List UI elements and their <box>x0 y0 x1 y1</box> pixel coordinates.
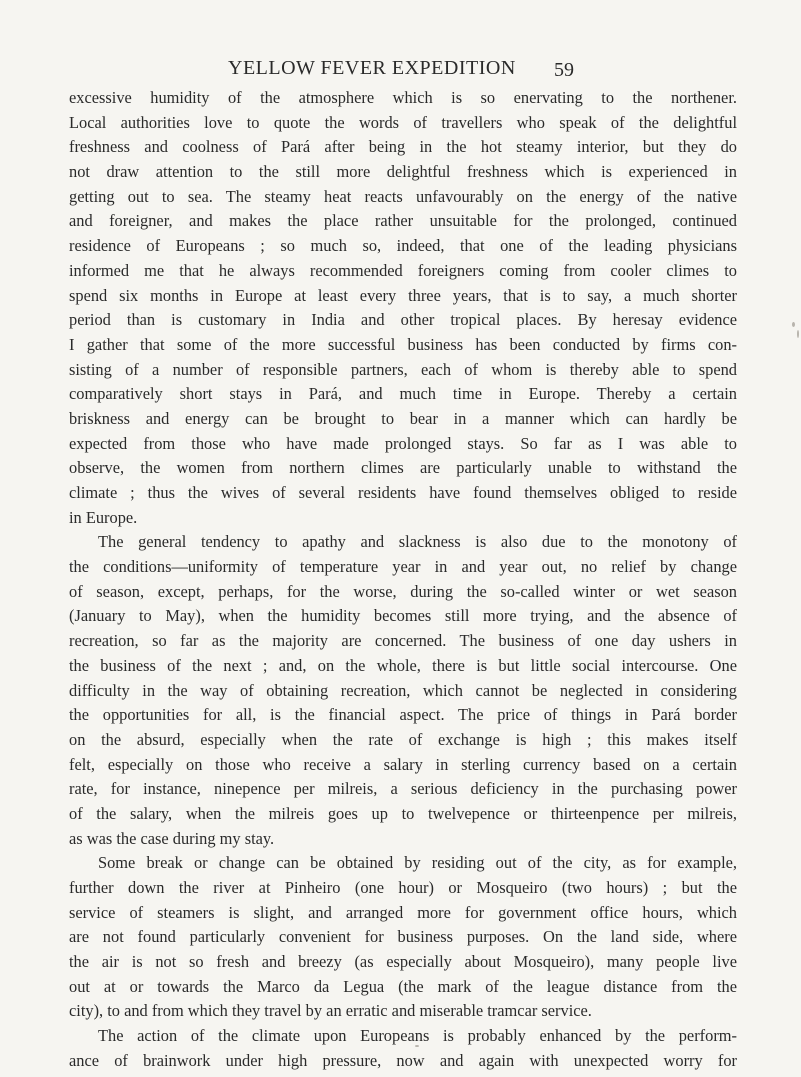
text-line: felt, especially on those who receive a salary in sterling currency based on a certain <box>69 754 737 774</box>
text-line: Some break or change can be obtained by residing out of the city, as for example, <box>98 853 737 873</box>
text-line: in Europe. <box>69 507 138 527</box>
text-line: service of steamers is slight, and arranged more for government office hours, which <box>69 902 737 922</box>
text-line: briskness and energy can be brought to bear in a manner which can hardly be <box>69 408 737 428</box>
text-line: (January to May), when the humidity becomes still more trying, and the absence of <box>69 606 737 626</box>
paper-speck <box>792 322 795 327</box>
text-line: spend six months in Europe at least every three years, that is to say, a much shorter <box>69 285 737 305</box>
text-line: out at or towards the Marco da Legua (the mark of the league distance from the <box>69 976 737 996</box>
text-line: the air is not so fresh and breezy (as especially about Mosqueiro), many people live <box>69 952 737 972</box>
body-text <box>69 86 737 1074</box>
page-number: 59 <box>554 59 574 81</box>
text-line: period than is customary in India and other tropical places. By heresay evidence <box>69 310 737 330</box>
text-line: informed me that he always recommended foreigners coming from cooler climes to <box>69 260 737 280</box>
text-line: of season, except, perhaps, for the worse, during the so-called winter or wet season <box>69 581 737 601</box>
paper-speck <box>415 1045 419 1047</box>
text-line: are not found particularly convenient for business purposes. On the land side, where <box>69 927 737 947</box>
text-line: The action of the climate upon Europeans is probably enhanced by the perform- <box>98 1026 737 1046</box>
text-line: rate, for instance, ninepence per milreis, a serious deficiency in the purchasing power <box>69 779 737 799</box>
text-line: ance of brainwork under high pressure, now and again with unexpected worry for <box>69 1050 737 1070</box>
text-line: I gather that some of the more successful business has been conducted by firms con- <box>69 334 737 354</box>
text-line: not draw attention to the still more delightful freshness which is experienced in <box>69 162 737 182</box>
paper-speck <box>797 330 799 338</box>
running-head <box>0 57 801 87</box>
text-line: city), to and from which they travel by an erratic and miserable tramcar service. <box>69 1001 592 1021</box>
text-line: and foreigner, and makes the place rather unsuitable for the prolonged, continued <box>69 211 737 231</box>
text-line: recreation, so far as the majority are concerned. The business of one day ushers in <box>69 631 737 651</box>
text-line: observe, the women from northern climes are particularly unable to withstand the <box>69 458 737 478</box>
text-line: the conditions—uniformity of temperature year in and year out, no relief by change <box>69 557 737 577</box>
text-line: sisting of a number of responsible partners, each of whom is thereby able to spend <box>69 359 737 379</box>
text-line: the business of the next ; and, on the whole, there is but little social intercourse. One <box>69 655 737 675</box>
text-line: expected from those who have made prolonged stays. So far as I was able to <box>69 433 737 453</box>
text-line: difficulty in the way of obtaining recreation, which cannot be neglected in considering <box>69 680 737 700</box>
text-line: on the absurd, especially when the rate of exchange is high ; this makes itself <box>69 729 737 749</box>
running-title: YELLOW FEVER EXPEDITION <box>228 57 516 79</box>
text-line: freshness and coolness of Pará after being in the hot steamy interior, but they do <box>69 137 737 157</box>
text-line: climate ; thus the wives of several residents have found themselves obliged to reside <box>69 483 737 502</box>
text-line: excessive humidity of the atmosphere which is so enervating to the northener. <box>69 88 737 107</box>
text-line: of the salary, when the milreis goes up to twelvepence or thirteenpence per milreis, <box>69 803 737 823</box>
text-line: residence of Europeans ; so much so, indeed, that one of the leading physicians <box>69 236 737 256</box>
text-line: the opportunities for all, is the financial aspect. The price of things in Pará border <box>69 705 737 725</box>
text-line: comparatively short stays in Pará, and much time in Europe. Thereby a certain <box>69 384 737 404</box>
text-line: further down the river at Pinheiro (one hour) or Mosqueiro (two hours) ; but the <box>69 878 737 897</box>
text-line: as was the case during my stay. <box>69 828 275 848</box>
text-line: Local authorities love to quote the words of travellers who speak of the delightful <box>69 112 737 132</box>
text-line: The general tendency to apathy and slackness is also due to the monotony of <box>98 532 737 552</box>
text-line: getting out to sea. The steamy heat reacts unfavourably on the energy of the native <box>69 186 737 206</box>
